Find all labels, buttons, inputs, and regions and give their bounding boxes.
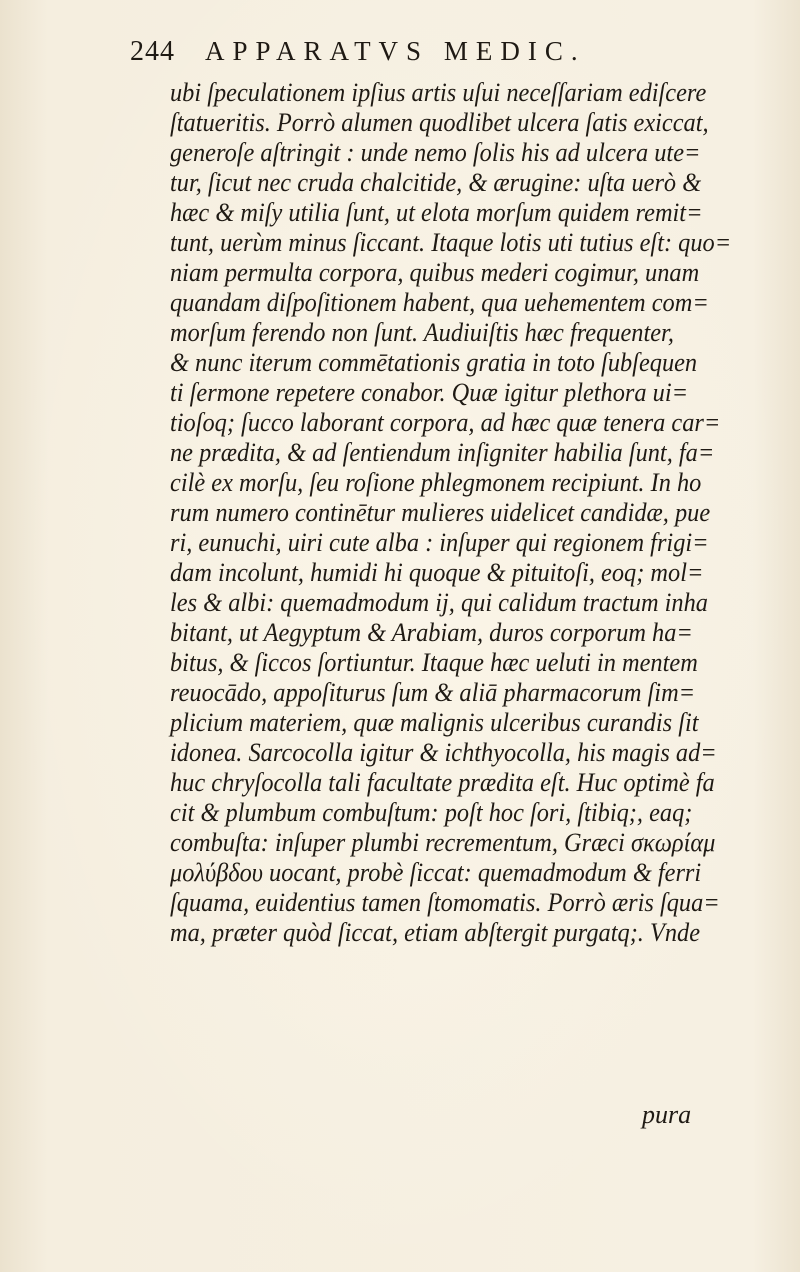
text-line: ma, præter quòd ſiccat, etiam abſtergit purgatq;. Vnde <box>170 918 701 947</box>
text-line: quandam diſpoſitionem habent, qua uehementem com= <box>170 288 709 317</box>
text-line: generoſe aſtringit : unde nemo ſolis his ad ulcera ute= <box>170 138 701 167</box>
running-title: APPARATVS MEDIC. <box>205 36 586 66</box>
text-line: hæc & miſy utilia ſunt, ut elota morſum quidem remit= <box>170 198 703 227</box>
text-line: & nunc iterum commētationis gratia in toto ſubſequen <box>170 348 698 377</box>
text-line: ri, eunuchi, uiri cute alba : inſuper qui regionem frigi= <box>170 528 709 557</box>
text-line: huc chryſocolla tali facultate prædita eſt. Huc optimè fa <box>170 768 715 797</box>
text-line: tur, ſicut nec cruda chalcitide, & ærugine: uſta uerò & <box>170 168 702 197</box>
text-line: bitant, ut Aegyptum & Arabiam, duros corporum ha= <box>170 618 693 647</box>
body-text <box>170 78 800 948</box>
page-number: 244 <box>130 36 175 67</box>
text-line: rum numero continētur mulieres uidelicet candidæ, pue <box>170 498 711 527</box>
text-line: les & albi: quemadmodum ij, qui calidum tractum inha <box>170 588 708 617</box>
text-line: bitus, & ſiccos ſortiuntur. Itaque hæc ueluti in mentem <box>170 648 698 677</box>
text-line: ti ſermone repetere conabor. Quæ igitur plethora ui= <box>170 378 689 407</box>
text-line: ſquama, euidentius tamen ſtomomatis. Porrò æris ſqua= <box>170 888 720 917</box>
text-line: reuocādo, appoſiturus ſum & aliā pharmacorum ſim= <box>170 678 696 707</box>
text-line: plicium materiem, quæ malignis ulceribus curandis ſit <box>170 708 699 737</box>
text-line: idonea. Sarcocolla igitur & ichthyocolla, his magis ad= <box>170 738 717 767</box>
text-line: cilè ex morſu, ſeu roſione phlegmonem recipiunt. In ho <box>170 468 702 497</box>
text-line: μολύβδου uocant, probè ſiccat: quemadmodum & ferri <box>170 858 702 887</box>
text-line: combuſta: inſuper plumbi recrementum, Græci σκωρίαμ <box>170 828 716 857</box>
text-line: cit & plumbum combuſtum: poſt hoc ſori, ſtibiq;, eaq; <box>170 798 693 827</box>
text-line: tioſoq; ſucco laborant corpora, ad hæc quæ tenera car= <box>170 408 721 437</box>
text-line: ubi ſpeculationem ipſius artis uſui neceſſariam ediſcere <box>170 78 707 107</box>
running-head <box>130 36 690 76</box>
text-line: ſtatueritis. Porrò alumen quodlibet ulcera ſatis exiccat, <box>170 108 709 137</box>
text-line: morſum ferendo non ſunt. Audiuiſtis hæc frequenter, <box>170 318 674 347</box>
text-line: ne prædita, & ad ſentiendum inſigniter habilia ſunt, fa= <box>170 438 715 467</box>
text-line: niam permulta corpora, quibus mederi cogimur, unam <box>170 258 700 287</box>
catchword: pura <box>642 1100 692 1129</box>
text-line: dam incolunt, humidi hi quoque & pituitoſi, eoq; mol= <box>170 558 704 587</box>
text-line: tunt, uerùm minus ſiccant. Itaque lotis uti tutius eſt: quo= <box>170 228 732 257</box>
